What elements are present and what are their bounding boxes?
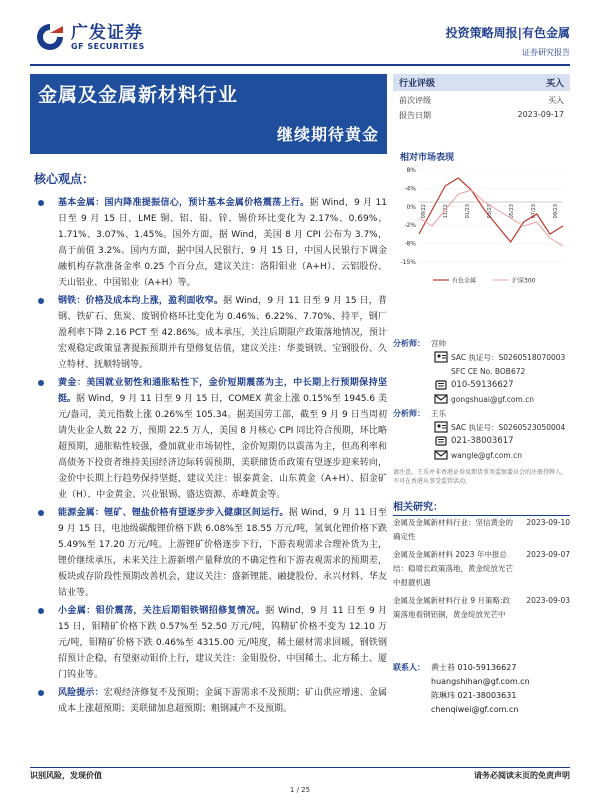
bullet-energy-metals: [30, 505, 387, 601]
bullet-head: 钢铁：价格及成本均上涨，盈利面收窄。: [58, 296, 224, 306]
report-type: 投资策略周报|有色金属: [445, 26, 570, 40]
related-item-date: 2023-09-07: [526, 550, 570, 559]
rating-box: [393, 74, 570, 121]
id-card-icon: [431, 351, 451, 363]
envelope-icon: [431, 449, 451, 461]
analyst-sac-row: [393, 420, 570, 434]
report-date-row: [393, 106, 570, 121]
bullet-base-metals: [30, 195, 387, 291]
report-date-value: 2023-09-17: [517, 110, 564, 119]
report-headline: 继续期待黄金: [276, 125, 379, 144]
chart-title: 相对市场表现: [400, 153, 455, 163]
contact-row: [393, 702, 570, 716]
contact-row: [393, 660, 570, 674]
analyst-name: 王乐: [431, 408, 446, 418]
report-category: 证券研究报告: [522, 48, 570, 57]
related-research-title: 相关研究：: [393, 498, 570, 516]
analyst-phone: 010-59136627: [451, 380, 514, 390]
core-views: [30, 170, 387, 719]
contact-email[interactable]: huangshihan@gf.com.cn: [431, 676, 530, 686]
analyst-email-row: [393, 392, 570, 406]
x-tick-label: 01/23: [465, 204, 471, 219]
analyst-sac-row: [393, 350, 570, 364]
bullet-steel: [30, 293, 387, 373]
bullet-head: 小金属：钼价震荡，关注后期钼铁钢招修复情况。: [58, 606, 266, 616]
analyst-sac: SAC 执证号：S0260523050004: [451, 422, 566, 432]
analyst-disclaimer: 请注意，王乐并非香港证券及期货事务监察委员会的注册持牌人，不可在香港从事受监管活动。: [393, 469, 568, 485]
related-item-title[interactable]: 金属及金属新材料 2023 年中报总结：稳增长政策落地，黄金绽放光芒中报靓机遇: [393, 550, 513, 587]
legend-label-csi300: 沪深300: [512, 277, 536, 285]
phone-icon: [431, 379, 451, 391]
analyst-sac: SAC 执证号：S0260518070003: [451, 352, 566, 362]
industry-title: 金属及金属新材料行业: [38, 84, 239, 106]
bullet-head: 黄金：美国就业韧性和通胀粘性下，金价短期震荡为主，中长期上行预期保持坚挺。: [58, 378, 387, 404]
x-tick-label: 05/23: [509, 204, 515, 219]
x-tick-label: 03/23: [487, 204, 493, 219]
analyst-label: 分析师：: [393, 338, 425, 348]
y-tick-label: -15%: [400, 259, 416, 266]
phone-icon: [431, 435, 451, 447]
bullet-risk: [30, 685, 387, 717]
related-item[interactable]: [393, 548, 570, 590]
analyst-email[interactable]: wangle@gf.com.cn: [451, 450, 522, 460]
rating-label: 行业评级: [399, 79, 436, 89]
bullet-body: 据 Wind，9 月 11 日至 9 月 15 日，LME 铜、铝、铅、锌、锡价环比变化为 2.17%、0.69%、1.71%、3.07%、1.45%。国外方面，据 Wind，美国 8 月 CPI 公布为 3.7%，高于前值 3.2%。国内方面，据中国人民银行，9 月 15 日，中国人民银行下调金融机构存款准备金率 0.25 个百分点，建议关注：洛阳钼业（A+H）、云铝股份、天山铝业、中国铝业（A+H）等。: [58, 198, 387, 288]
analyst-name-row: [393, 336, 570, 350]
footer-divider: [30, 767, 570, 768]
analyst-phone-row: [393, 378, 570, 392]
x-tick-label: 11/22: [443, 204, 449, 219]
page-number: 1 / 25: [289, 786, 311, 794]
company-logo: [35, 22, 145, 52]
core-views-title: 核心观点：: [34, 172, 95, 186]
bullet-body: 宏观经济修复不及预期；金属下游需求不及预期；矿山供应增速、金属成本上涨超预期；美联储加息超预期；粗钢减产不及预期。: [58, 688, 387, 714]
related-item-title[interactable]: 金属及金属新材料行业 9 月策略:政策落地看钢铝铜，黄金绽放光芒中: [393, 596, 511, 619]
contact-row: [393, 674, 570, 688]
y-tick-label: 8%: [406, 167, 416, 174]
bullet-body: 据 Wind，9 月 11 日至 9 月 15 日，COMEX 黄金上涨 0.15%至 1945.6 美元/盎司，美元指数上涨 0.26%至 105.34。据美国劳工部，截至 9 月 9 日当周初请失业金人数 22 万，预期 22.5 万人，美国 8 月核心 CPI 同比符合预期，环比略超预期，通胀粘性较强，叠加就业市场韧性，金价短期仍以震荡为主，但高利率和高债务下投资者维持美国经济边际转弱预期，美联储货币政策有望逐步迎来转向，金价中长期上行趋势保持坚挺，建议关注：银泰黄金、山东黄金（A+H）、招金矿业（H）、中金黄金、兴业银锡、盛达资源、赤峰黄金等。: [58, 394, 387, 500]
x-tick-label: 09/23: [553, 204, 559, 219]
logo-text-cn: 广发证券: [71, 22, 143, 43]
legend-label-nonferrous: 有色金属: [452, 277, 477, 285]
bullet-head: 风险提示：: [58, 688, 104, 698]
analyst-sfc: SFC CE No. BOB672: [451, 366, 526, 376]
prev-rating-label: 前次评级: [399, 96, 431, 105]
analyst-phone: 021-38003617: [451, 436, 514, 446]
footer-disclaimer-note: 请务必阅读末页的免责声明: [474, 771, 570, 780]
bullet-head: 能源金属：锂矿、锂盐价格有望逐步步入健康区间运行。: [58, 508, 289, 518]
y-tick-label: -2%: [404, 222, 416, 230]
relative-performance-chart: [393, 162, 570, 292]
related-item-date: 2023-09-03: [526, 596, 570, 605]
analyst-info: [393, 336, 570, 486]
y-tick-label: 0%: [406, 203, 416, 211]
analyst-label: 分析师：: [393, 408, 425, 418]
contact-person: 陈琳玮 021-38003631: [431, 690, 517, 700]
analyst-name: 宫帅: [431, 338, 446, 348]
report-header: [446, 24, 570, 58]
y-tick-label: -4%: [404, 185, 416, 193]
rating-header: [393, 74, 570, 91]
x-tick-label: 07/23: [531, 204, 537, 219]
analyst-sfc-row: [393, 364, 570, 378]
logo-text-en: GF SECURITIES: [71, 41, 145, 51]
related-item-title[interactable]: 金属及金属新材料行业：坚信黄金的确定性: [393, 518, 513, 541]
y-tick-label: -8%: [404, 240, 416, 248]
chart-svg: [393, 162, 570, 292]
contact-row: [393, 688, 570, 702]
prev-rating-value: 买入: [548, 96, 564, 105]
footer-slogan: 识别风险，发现价值: [30, 771, 102, 780]
gf-logo-icon: [35, 22, 65, 52]
prev-rating-row: [393, 91, 570, 106]
rating-value: 买入: [545, 79, 564, 89]
id-card-icon: [431, 421, 451, 433]
header-divider: [30, 64, 570, 66]
contact-info: [393, 660, 570, 716]
related-item[interactable]: [393, 516, 570, 544]
related-item-date: 2023-09-10: [526, 518, 570, 527]
bullet-gold: [30, 375, 387, 503]
x-tick-label: 09/22: [421, 204, 427, 219]
contact-email[interactable]: chenqiwei@gf.com.cn: [431, 704, 519, 714]
bullet-body: 据 Wind，9 月 11 日至 9 月 15 日，普钢、铁矿石、焦炭、废钢价格环比变化为 0.46%、6.22%、7.70%、持平，钢厂盈利率下降 2.16 PCT 至 42.86%。成本承压，关注后期限产政策落地情况，预计宏观稳定政策显著提振预期并有望修复估值，建议关注：华菱钢铁、宝钢股份、久立特材、抚顺特钢等。: [58, 296, 387, 370]
bullet-body: 据 Wind，9 月 11 日至 9 月 15 日，电池级碳酸锂价格下跌 6.08%至 18.55 万元/吨，氢氧化锂价格下跌 5.49%至 17.20 万元/吨。上游锂矿价格逐步下行，下游表观需求合理补货为主，锂价继续承压，未来关注上游新增产量释放的不确定性和下游表观需求的预期差，板块或存阶段性预期改善机会，建议关注：盛新锂能、融捷股份、永兴材料、华友钴业等。: [58, 508, 387, 598]
bullet-head: 基本金属：国内降准提振信心，预计基本金属价格震荡上行。: [58, 198, 310, 208]
analyst-email-row: [393, 448, 570, 462]
title-banner: [30, 74, 387, 154]
related-research-list: [393, 516, 570, 626]
related-item[interactable]: [393, 594, 570, 622]
envelope-icon: [431, 393, 451, 405]
bullet-minor-metals: [30, 603, 387, 683]
analyst-phone-row: [393, 434, 570, 448]
analyst-name-row: [393, 406, 570, 420]
contact-label: 联系人：: [393, 662, 425, 672]
contact-person: 黄士苔 010-59136627: [431, 662, 517, 672]
bullet-body: 据 Wind，9 月 11 日至 9 月 15 日，钼精矿价格下跌 0.57%至 52.50 万元/吨，钨精矿价格不变为 12.10 万元/吨，钼精矿价格下跌 0.46%至 4315.00 元/吨度，稀土磁材需求回暖，钢铁钢招预计企稳，有望驱动钼价上行，建议关注：金钼股份、中国稀土、北方稀土、厦门钨业等。: [58, 606, 387, 680]
report-date-label: 报告日期: [399, 111, 431, 120]
analyst-email[interactable]: gongshuai@gf.com.cn: [451, 394, 534, 404]
